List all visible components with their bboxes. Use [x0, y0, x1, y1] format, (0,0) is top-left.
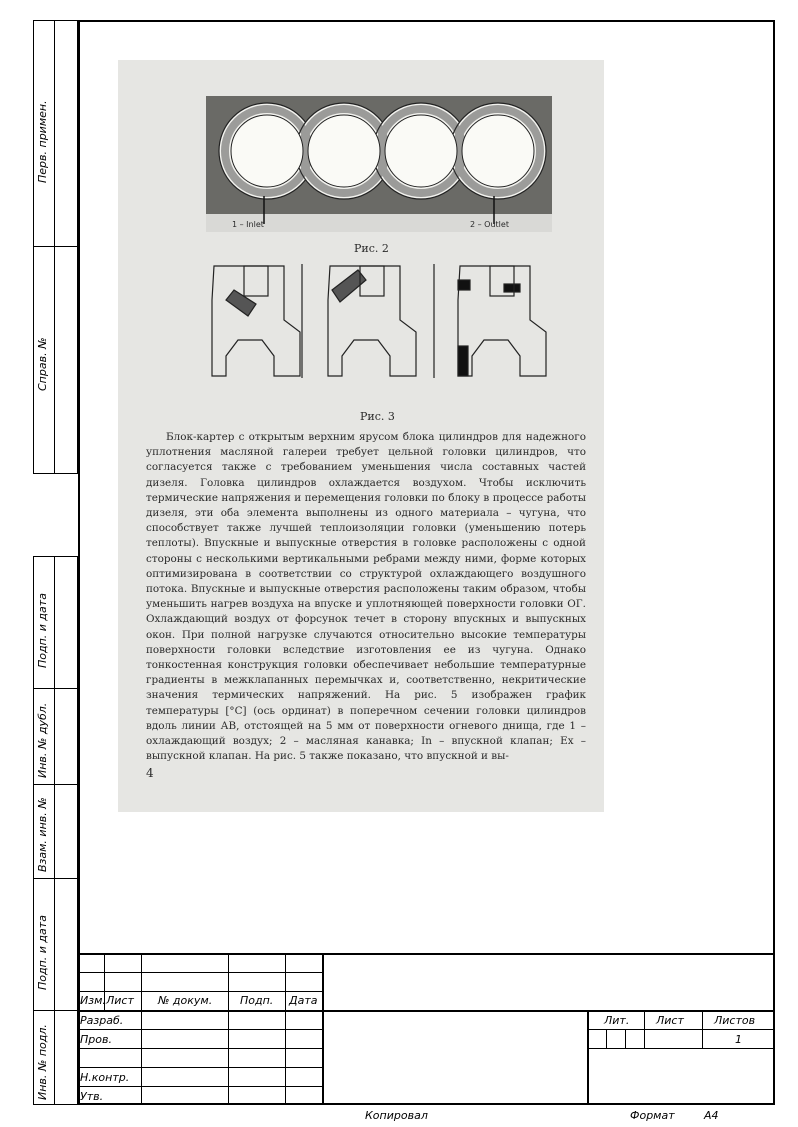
side-stamp-line-2	[33, 784, 78, 785]
tb-right-block-left	[587, 1010, 589, 1105]
tb-label-utv: Утв.	[80, 1090, 104, 1103]
tb-label-lit: Лит.	[604, 1014, 630, 1027]
tb-lit-sub-2	[625, 1029, 626, 1048]
title-block-main-divider	[322, 953, 324, 1105]
tb-right-row-1	[587, 1029, 775, 1030]
side-label-vzam-inv: Взам. инв. №	[36, 797, 49, 872]
tb-label-listov: Листов	[714, 1014, 756, 1027]
figure-3-cross-sections	[204, 260, 564, 386]
side-stamp-line-4	[33, 1010, 78, 1011]
tb-label-n-kontr: Н.контр.	[80, 1071, 130, 1084]
side-stamp-line-3	[33, 878, 78, 879]
figure-3-caption: Рис. 3	[360, 410, 395, 423]
tb-col-dokum	[228, 953, 229, 1105]
figure-2-outlet-label: 2 – Outlet	[470, 220, 509, 229]
tb-label-prov: Пров.	[80, 1033, 112, 1046]
side-label-inv-podl: Инв. № подл.	[36, 1024, 49, 1100]
figure-2-inlet-label: 1 – Inlet	[232, 220, 264, 229]
side-label-perv-primen: Перв. примен.	[36, 100, 49, 183]
tb-label-izm: Изм.	[80, 994, 106, 1007]
side-stamp-line-1	[33, 688, 78, 689]
tb-right-col-2	[702, 1010, 703, 1048]
tb-col-list	[141, 953, 142, 1105]
side-stamp-upper	[33, 20, 78, 474]
tb-label-razrab: Разраб.	[80, 1014, 124, 1027]
title-block-header-line	[78, 1010, 775, 1012]
figure-2-caption: Рис. 2	[354, 242, 389, 255]
side-label-inv-dubl: Инв. № дубл.	[36, 702, 49, 778]
footer-format-value: А4	[704, 1109, 719, 1122]
scanned-page-number: 4	[146, 766, 154, 780]
tb-col-podp	[285, 953, 286, 1105]
footer-kopiroval: Копировал	[365, 1109, 428, 1122]
side-stamp-upper-divider	[54, 20, 55, 474]
side-stamp-lower-divider	[54, 556, 55, 1105]
tb-right-row-2	[587, 1048, 775, 1049]
tb-lit-sub-1	[606, 1029, 607, 1048]
tb-value-listov: 1	[735, 1033, 742, 1046]
tb-label-data: Дата	[289, 994, 318, 1007]
tb-label-list: Лист	[106, 994, 134, 1007]
title-block-top-line	[78, 953, 775, 955]
side-label-sprav-no: Справ. №	[36, 337, 49, 391]
side-label-podp-data-2: Подп. и дата	[36, 915, 49, 990]
figure-2-gasket-diagram	[206, 96, 552, 232]
body-paragraph: Блок-картер с открытым верхним ярусом блока цилиндров для надежного уплотнения масляной галереи требует цельной головки цилиндров, что согласуется также с требованием уменьшения числа составных частей дизеля. Головка цилиндров охлаждается воздухом. Чтобы исключить термические напряжения и перемещения головки по блоку в процессе работы дизеля, эти оба элемента выполнены из одного материала – чугуна, что способствует также лучшей теплоизоляции головки (уменьшению потерь теплоты). Впускные и выпускные отверстия в головке расположены с одной стороны с несколькими вертикальными ребрами между ними, форме которых оптимизирована в соответствии со структурой охлаждающего воздушного потока. Впускные и выпускные отверстия расположены таким образом, чтобы уменьшить нагрев воздуха на впуске и уплотняющей поверхности головки ОГ. Охлаждающий воздух от форсунок течет в сторону впускных и выпускных окон. При полной нагрузке случаются относительно высокие температуры поверхности головки вследствие изготовления ее из чугуна. Однако тонкостенная конструкция головки обеспечивает небольшие температурные градиенты в межклапанных перемычках и, соответственно, некритические значения термических напряжений. На рис. 5 изображен график температуры [°С] (ось ординат) в поперечном сечении головки цилиндров вдоль линии АВ, отстоящей на 5 мм от поверхности огневого днища, где 1 – охлаждающий воздух; 2 – масляная канавка; In – впускной клапан; Ex – выпускной клапан. На рис. 5 также показано, что впускной и вы-	[146, 431, 586, 763]
tb-label-podp: Подп.	[240, 994, 274, 1007]
footer-format-label: Формат	[630, 1109, 675, 1122]
tb-right-col-1	[644, 1010, 645, 1048]
tb-label-list-col: Лист	[656, 1014, 684, 1027]
side-label-podp-data-1: Подп. и дата	[36, 593, 49, 668]
scanned-body-text	[146, 430, 586, 764]
scanned-page	[118, 60, 604, 812]
side-stamp-upper-mid	[33, 246, 78, 247]
tb-label-no-dokum: № докум.	[158, 994, 213, 1007]
